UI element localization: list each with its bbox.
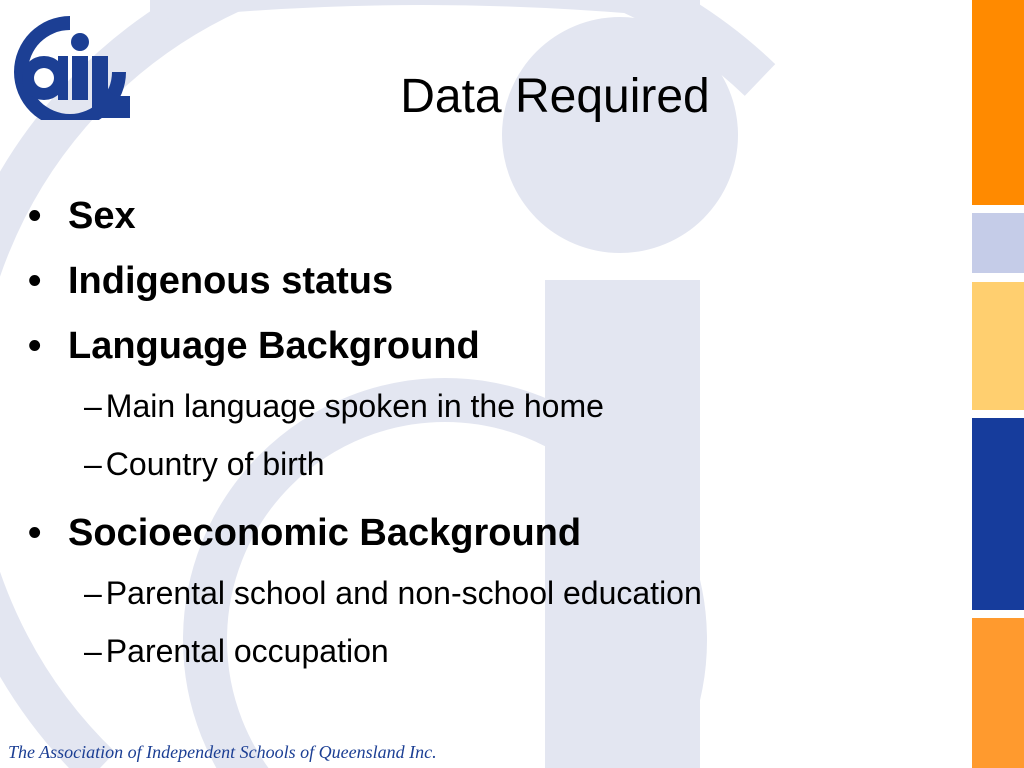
sub-bullet-text: Parental school and non-school education	[105, 575, 702, 611]
side-bar-navy	[972, 418, 1024, 610]
bullet-text: Socioeconomic Background	[68, 512, 582, 554]
footer-organization-name: The Association of Independent Schools of Queensland Inc.	[8, 742, 437, 762]
side-bar-light-blue	[972, 213, 1024, 273]
dash-glyph: –	[84, 388, 102, 424]
dash-glyph: –	[84, 575, 102, 611]
ais-logo-icon	[8, 12, 132, 120]
bullet-glyph: •	[28, 260, 42, 302]
side-bar-light-orange	[972, 282, 1024, 410]
slide-title: Data Required	[400, 70, 710, 123]
side-color-bar	[972, 0, 1024, 768]
bullet-item	[28, 507, 948, 572]
side-bar-orange-bottom	[972, 618, 1024, 768]
sub-bullet-item	[28, 385, 948, 443]
sub-bullet-text: Main language spoken in the home	[105, 388, 604, 424]
bullet-item	[28, 320, 948, 385]
dash-glyph: –	[84, 633, 102, 669]
sub-bullet-item	[28, 443, 948, 501]
bullet-item	[28, 255, 948, 320]
dash-glyph: –	[84, 446, 102, 482]
bullet-item	[28, 190, 948, 255]
bullet-glyph: •	[28, 325, 42, 367]
bullet-text: Sex	[68, 195, 136, 237]
bullet-text: Indigenous status	[68, 260, 394, 302]
sub-bullet-text: Country of birth	[105, 446, 325, 482]
bullet-list	[28, 190, 948, 688]
sub-bullet-item	[28, 630, 948, 688]
bullet-glyph: •	[28, 512, 42, 554]
side-bar-orange-top	[972, 0, 1024, 205]
bullet-glyph: •	[28, 195, 42, 237]
sub-bullet-item	[28, 572, 948, 630]
bullet-text: Language Background	[68, 325, 480, 367]
sub-bullet-text: Parental occupation	[105, 633, 389, 669]
